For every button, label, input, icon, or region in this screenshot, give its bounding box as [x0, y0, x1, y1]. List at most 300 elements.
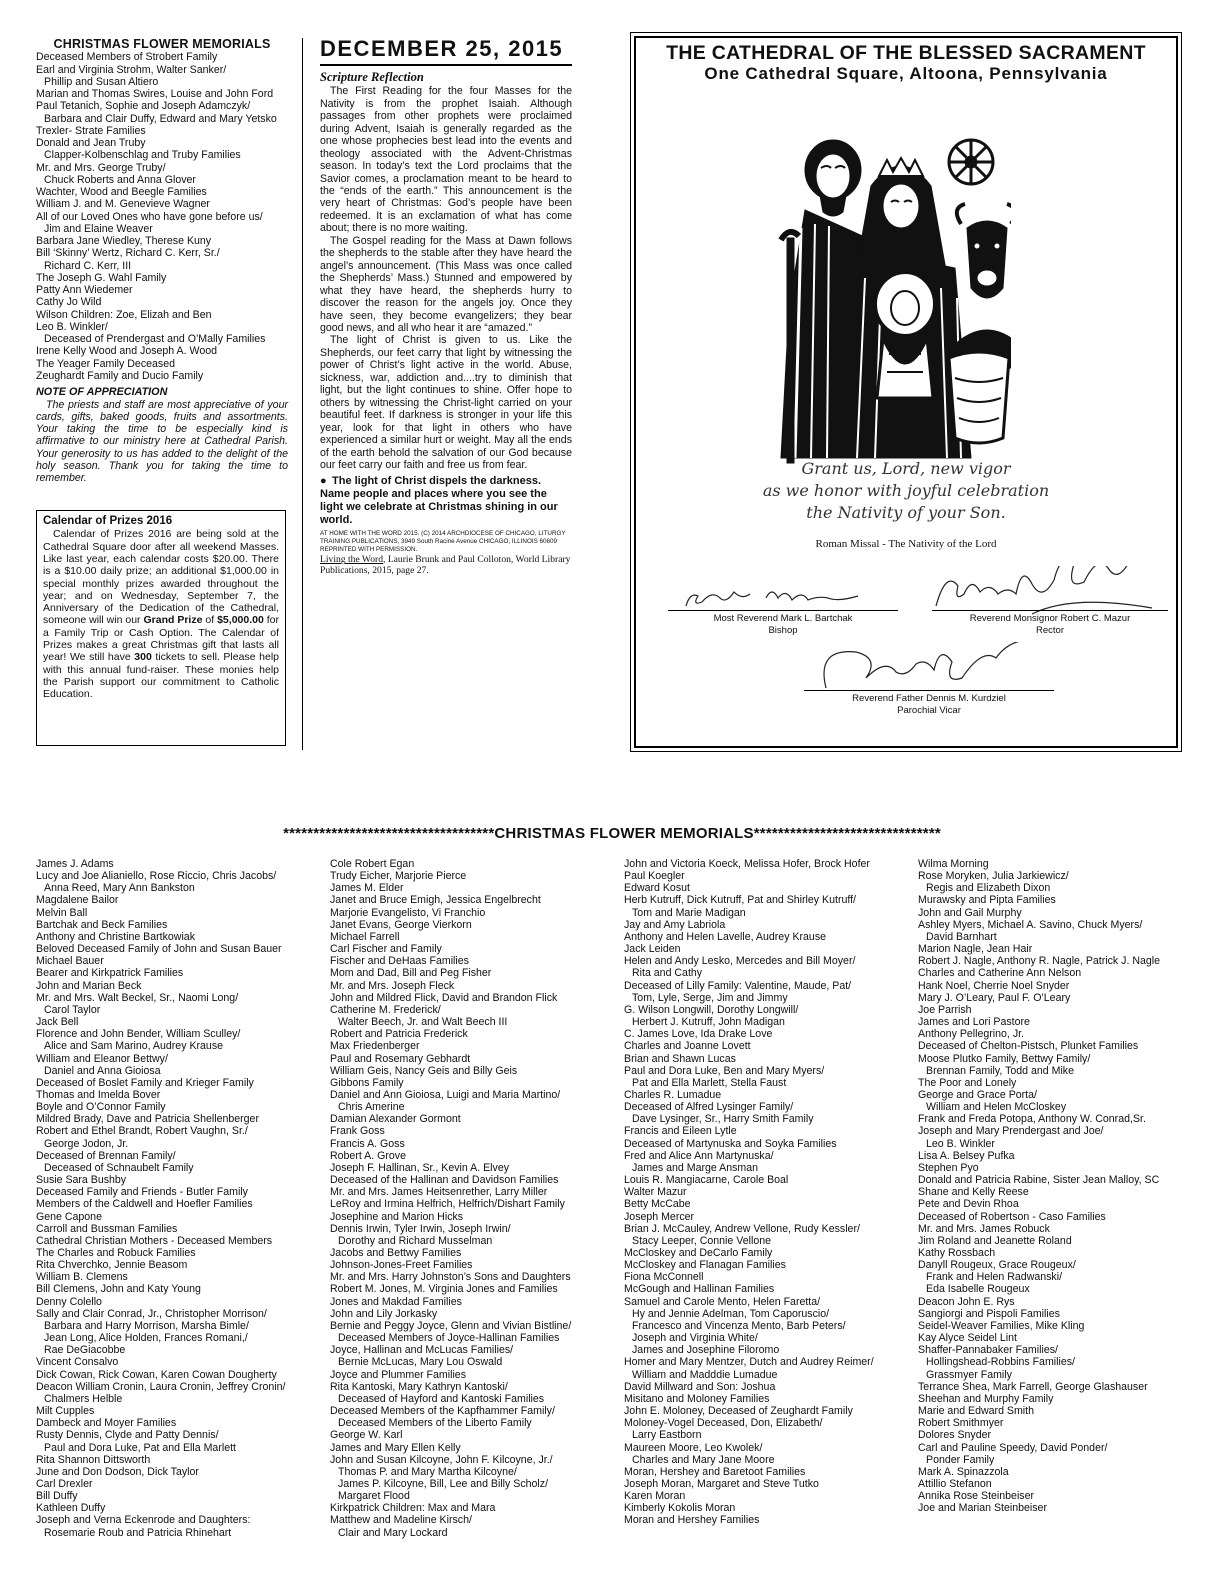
- memorial-entry: Jim Roland and Jeanette Roland: [918, 1234, 1072, 1247]
- memorial-entry: Lucy and Joe Alianiello, Rose Riccio, Chris Jacobs/: [36, 870, 277, 883]
- prayer-line: as we honor with joyful celebration: [762, 481, 1050, 500]
- memorial-entry: Rose Moryken, Julia Jarkiewicz/: [918, 870, 1069, 883]
- memorial-entry: Magdalene Bailor: [36, 894, 119, 907]
- memorial-entry: Deceased Members of Strobert Family: [36, 51, 218, 64]
- note-heading: NOTE OF APPRECIATION: [36, 386, 168, 399]
- memorial-entry: James P. Kilcoyne, Bill, Lee and Billy Scholz/: [338, 1477, 549, 1490]
- memorial-entry: Brennan Family, Todd and Mike: [926, 1064, 1074, 1077]
- memorial-entry: Edward Kosut: [624, 882, 690, 895]
- signer-name: Most Reverend Mark L. Bartchak: [713, 613, 853, 624]
- memorial-entry: Dave Lysinger, Sr., Harry Smith Family: [632, 1113, 814, 1126]
- memorial-entry: Margaret Flood: [338, 1490, 410, 1503]
- memorial-entry: Michael Farrell: [330, 930, 400, 943]
- memorial-entry: Deceased of Chelton-Pistsch, Plunket Families: [918, 1040, 1139, 1053]
- memorial-entry: Joseph and Verna Eckenrode and Daughters:: [36, 1514, 251, 1527]
- memorial-entry: Deceased of Prendergast and O’Mally Families: [44, 333, 266, 346]
- bullet-icon: ●: [320, 475, 327, 488]
- scripture-column: [320, 36, 572, 576]
- memorial-entry: Robert J. Nagle, Anthony R. Nagle, Patrick J. Nagle: [918, 955, 1161, 968]
- prayer-line: Grant us, Lord, new vigor: [801, 459, 1011, 478]
- memorial-entry: Moloney-Vogel Deceased, Don, Elizabeth/: [624, 1417, 823, 1430]
- memorial-entry: Dick Cowan, Rick Cowan, Karen Cowan Dougherty: [36, 1368, 277, 1381]
- memorial-entry: Charles R. Lumadue: [624, 1088, 722, 1101]
- memorial-entry: Boyle and O’Connor Family: [36, 1101, 166, 1114]
- memorial-entry: Joseph F. Hallinan, Sr., Kevin A. Elvey: [330, 1161, 510, 1174]
- bishop-signature-line: [668, 610, 898, 611]
- memorial-entry: Joe and Marian Steinbeiser: [918, 1502, 1047, 1515]
- memorial-entry: Stacy Leeper, Connie Vellone: [632, 1234, 771, 1247]
- memorial-entry: Marion Nagle, Jean Hair: [918, 943, 1033, 956]
- vicar-signature-line: [804, 690, 1054, 691]
- nativity-illustration: [771, 128, 1011, 468]
- memorial-entry: Thomas P. and Mary Martha Kilcoyne/: [338, 1465, 517, 1478]
- memorial-entry: Hy and Jennie Adelman, Tom Caporuscio/: [632, 1307, 830, 1320]
- memorial-entry: Michael Bauer: [36, 955, 104, 968]
- bishop-name: [668, 613, 898, 637]
- memorial-entry: Janet and Bruce Emigh, Jessica Engelbrecht: [330, 894, 541, 907]
- memorial-entry: Deceased of Robertson - Caso Families: [918, 1210, 1106, 1223]
- memorial-entry: Anthony and Christine Bartkowiak: [36, 930, 195, 943]
- memorial-entry: Deceased of Schnaubelt Family: [44, 1161, 194, 1174]
- memorial-entry: Bill Duffy: [36, 1490, 78, 1503]
- memorial-entry: Sally and Clair Conrad, Jr., Christopher Morrison/: [36, 1307, 267, 1320]
- memorial-entry: Rita and Cathy: [632, 967, 703, 980]
- memorial-entry: Mr. and Mrs. George Truby/: [36, 161, 166, 174]
- memorial-entry: Zeughardt Family and Ducio Family: [36, 369, 204, 382]
- memorial-entry: Mom and Dad, Bill and Peg Fisher: [330, 967, 492, 980]
- bishop-signature: [676, 578, 886, 614]
- memorial-entry: Robert and Ethel Brandt, Robert Vaughn, Sr./: [36, 1125, 248, 1138]
- tickets-count: 300: [134, 651, 152, 664]
- memorials-list: [36, 51, 288, 382]
- memorial-entry: The Charles and Robuck Families: [36, 1247, 196, 1259]
- heading-stars-left: ***********************************: [283, 825, 495, 842]
- memorial-entry: Kimberly Kokolis Moran: [624, 1502, 736, 1515]
- rector-name: [932, 613, 1168, 637]
- memorial-entry: Kay Alyce Seidel Lint: [918, 1332, 1017, 1345]
- memorial-entry: Jones and Makdad Families: [330, 1295, 462, 1308]
- memorial-entry: G. Wilson Longwill, Dorothy Longwill/: [624, 1003, 799, 1016]
- memorial-entry: Barbara and Harry Morrison, Marsha Bimle/: [44, 1319, 249, 1332]
- memorial-entry: Marjorie Evangelisto, Vi Franchio: [330, 906, 486, 919]
- memorial-entry: Clapper-Kolbenschlag and Truby Families: [44, 149, 241, 162]
- memorial-entry: Eda Isabelle Rougeux: [926, 1283, 1030, 1296]
- cathedral-title: THE CATHEDRAL OF THE BLESSED SACRAMENT: [666, 42, 1146, 64]
- memorial-entry: Kathleen Duffy: [36, 1502, 106, 1515]
- memorial-entry: Joseph and Virginia White/: [632, 1332, 758, 1345]
- memorial-entry: Joyce, Hallinan and McLucas Families/: [330, 1344, 514, 1357]
- memorial-entry: Barbara and Clair Duffy, Edward and Mary Yetsko: [44, 112, 277, 125]
- memorial-entry: Deceased of Hayford and Kantoski Families: [338, 1392, 545, 1405]
- memorial-entry: Paul Koegler: [624, 870, 685, 883]
- memorial-entry: Thomas and Imelda Bover: [36, 1088, 161, 1101]
- memorial-entry: Anthony and Helen Lavelle, Audrey Krause: [624, 930, 827, 943]
- memorial-entry: Jay and Amy Labriola: [624, 918, 726, 931]
- memorial-entry: David Barnhart: [926, 930, 997, 943]
- memorial-entry: John and Lily Jorkasky: [330, 1307, 438, 1320]
- memorial-entry: Marie and Edward Smith: [918, 1405, 1034, 1418]
- memorial-entry: Tom, Lyle, Serge, Jim and Jimmy: [632, 991, 788, 1004]
- memorial-entry: James and Lori Pastore: [918, 1016, 1030, 1029]
- memorial-entry: Moose Plutko Family, Bettwy Family/: [918, 1052, 1091, 1065]
- memorial-entry: Annika Rose Steinbeiser: [918, 1490, 1035, 1503]
- memorial-entry: Deceased Members of the Kapfhammer Family/: [330, 1405, 555, 1418]
- missal-source: Roman Missal - The Nativity of the Lord: [815, 538, 997, 550]
- memorial-entry: Anthony Pellegrino, Jr.: [918, 1028, 1024, 1041]
- memorial-entry: Mr. and Mrs. Walt Beckel, Sr., Naomi Long/: [36, 991, 239, 1004]
- memorial-entry: Wilma Morning: [918, 858, 989, 870]
- prayer-text: [636, 458, 1176, 524]
- memorial-entry: June and Don Dodson, Dick Taylor: [36, 1465, 199, 1478]
- memorial-entry: Fred and Alice Ann Martynuska/: [624, 1149, 774, 1162]
- memorial-entry: Deceased Members of Joyce-Hallinan Families: [338, 1332, 560, 1345]
- memorial-entry: Carl Drexler: [36, 1477, 93, 1490]
- vicar-name: [804, 693, 1054, 717]
- memorial-entry: Dolores Snyder: [918, 1429, 992, 1442]
- memorial-entry: Bernie McLucas, Mary Lou Oswald: [338, 1356, 503, 1369]
- prizes-text-2: of: [202, 614, 218, 627]
- memorial-entry: Jack Bell: [36, 1016, 79, 1029]
- memorial-entry: Bartchak and Beck Families: [36, 918, 168, 931]
- memorial-entry: Deceased of Alfred Lysinger Family/: [624, 1101, 794, 1114]
- memorial-entry: The Yeager Family Deceased: [36, 357, 175, 370]
- memorial-entry: Helen and Andy Lesko, Mercedes and Bill Moyer/: [624, 955, 856, 968]
- memorial-entry: Pete and Devin Rhoa: [918, 1198, 1019, 1211]
- memorial-entry: Mr. and Mrs. Joseph Fleck: [330, 979, 455, 992]
- memorial-entry: Melvin Ball: [36, 906, 88, 919]
- memorial-entry: Walter Beech, Jr. and Walt Beech III: [338, 1016, 508, 1029]
- calendar-prizes-box: [36, 510, 286, 746]
- prizes-text-1: Calendar of Prizes 2016 are being sold at the Cathedral Square door after all weekend Masses. Like last year, each calendar costs $20.00. There is a $10.00 daily prize; an additional $1,000.00 in special monthly prizes awarded throughout the year; and on Wednesday, September 7, the Anniversary of the Dedication of the Cathedral, someone will win our: [43, 528, 279, 627]
- memorial-entry: McCloskey and Flanagan Families: [624, 1259, 786, 1272]
- memorial-entry: Irene Kelly Wood and Joseph A. Wood: [36, 345, 217, 358]
- memorial-entry: Milt Cupples: [36, 1405, 95, 1418]
- memorial-entry: Carroll and Bussman Families: [36, 1222, 178, 1235]
- memorial-entry: Tom and Marie Madigan: [632, 906, 746, 919]
- memorial-entry: Bearer and Kirkpatrick Families: [36, 967, 184, 980]
- memorial-entry: Frank and Freda Potopa, Anthony W. Conrad,Sr.: [918, 1113, 1146, 1126]
- memorial-entry: Shane and Kelly Reese: [918, 1186, 1029, 1199]
- memorial-entry: Hank Noel, Cherrie Noel Snyder: [918, 979, 1070, 992]
- memorial-entry: Barbara Jane Wiedley, Therese Kuny: [36, 235, 212, 248]
- memorial-entry: Hollingshead-Robbins Families/: [926, 1356, 1075, 1369]
- memorial-entry: James J. Adams: [36, 858, 114, 870]
- rector-signature-line: [932, 610, 1168, 611]
- memorials-column-2: [330, 858, 620, 1539]
- cathedral-address: One Cathedral Square, Altoona, Pennsylvania: [704, 64, 1108, 83]
- memorial-entry: Paul and Rosemary Gebhardt: [330, 1052, 471, 1065]
- scripture-heading: Scripture Reflection: [320, 70, 424, 84]
- memorial-entry: Robert and Patricia Frederick: [330, 1028, 468, 1041]
- memorial-entry: William and Eleanor Bettwy/: [36, 1052, 168, 1065]
- memorial-entry: Kirkpatrick Children: Max and Mara: [330, 1502, 496, 1515]
- memorial-entry: Carol Taylor: [44, 1003, 101, 1016]
- memorial-entry: Deceased of the Hallinan and Davidson Families: [330, 1174, 559, 1187]
- memorial-entry: Bill ‘Skinny’ Wertz, Richard C. Kerr, Sr./: [36, 247, 220, 260]
- memorial-entry: James and Josephine Filoromo: [632, 1344, 780, 1357]
- memorial-entry: Jean Long, Alice Holden, Frances Romani,/: [44, 1332, 248, 1345]
- memorial-entry: Brian and Shawn Lucas: [624, 1052, 736, 1065]
- memorial-entry: Regis and Elizabeth Dixon: [926, 882, 1051, 895]
- memorial-entry: John and Gail Murphy: [918, 906, 1022, 919]
- memorial-entry: Phillip and Susan Altiero: [44, 75, 159, 88]
- memorials-column-3: [624, 858, 914, 1527]
- memorial-entry: Max Friedenberger: [330, 1040, 420, 1053]
- memorial-entry: Mark A. Spinazzola: [918, 1465, 1009, 1478]
- memorial-entry: Rita Kantoski, Mary Kathryn Kantoski/: [330, 1380, 508, 1393]
- memorial-entry: Murawsky and Pipta Families: [918, 894, 1056, 907]
- memorial-entry: Rae DeGiacobbe: [44, 1344, 126, 1357]
- memorial-entry: Deceased Family and Friends - Butler Family: [36, 1186, 248, 1199]
- memorial-entry: Josephine and Marion Hicks: [330, 1210, 464, 1223]
- memorial-entry: Rita Chverchko, Jennie Beasom: [36, 1259, 188, 1272]
- memorial-entry: James M. Elder: [330, 882, 404, 895]
- memorial-entry: Deceased of Boslet Family and Krieger Family: [36, 1076, 254, 1089]
- memorial-entry: John and Marian Beck: [36, 979, 142, 992]
- memorial-entry: Anna Reed, Mary Ann Bankston: [44, 882, 195, 895]
- memorial-entry: Dorothy and Richard Musselman: [338, 1234, 493, 1247]
- signer-name: Reverend Monsignor Robert C. Mazur: [969, 613, 1131, 624]
- memorial-entry: Mr. and Mrs. James Heitsenrether, Larry Miller: [330, 1186, 548, 1199]
- memorial-entry: John and Mildred Flick, David and Brandon Flick: [330, 991, 558, 1004]
- memorial-entry: Dambeck and Moyer Families: [36, 1417, 177, 1430]
- memorial-entry: William Geis, Nancy Geis and Billy Geis: [330, 1064, 518, 1077]
- memorial-entry: Jacobs and Bettwy Families: [330, 1247, 462, 1259]
- memorial-entry: Lisa A. Belsey Pufka: [918, 1149, 1015, 1162]
- memorial-entry: Larry Eastborn: [632, 1429, 702, 1442]
- calendar-prizes-body: [43, 528, 279, 700]
- memorial-entry: Paul Tetanich, Sophie and Joseph Adamczyk/: [36, 100, 251, 113]
- memorial-entry: Vincent Consalvo: [36, 1356, 119, 1369]
- memorial-entry: James and Mary Ellen Kelly: [330, 1441, 461, 1454]
- top-memorials-column: [36, 38, 288, 485]
- memorial-entry: Damian Alexander Gormont: [330, 1113, 461, 1126]
- memorial-entry: Francis A. Goss: [330, 1137, 405, 1150]
- memorial-entry: Leo B. Winkler/: [36, 320, 108, 333]
- memorial-entry: Joseph and Mary Prendergast and Joe/: [918, 1125, 1104, 1138]
- reflection-bullet: [320, 475, 572, 527]
- memorial-entry: Daniel and Ann Gioiosa, Luigi and Maria Martino/: [330, 1088, 561, 1101]
- memorial-entry: John and Susan Kilcoyne, John F. Kilcoyne, Jr./: [330, 1453, 553, 1466]
- memorial-entry: Frank and Helen Radwanski/: [926, 1271, 1063, 1284]
- memorial-entry: Moran and Hershey Families: [624, 1514, 760, 1527]
- memorial-entry: Attillio Stefanon: [918, 1477, 992, 1490]
- memorial-entry: Cole Robert Egan: [330, 858, 415, 870]
- memorial-entry: George Jodon, Jr.: [44, 1137, 129, 1150]
- memorial-entry: Deceased of Lilly Family: Valentine, Maude, Pat/: [624, 979, 852, 992]
- memorial-entry: LeRoy and Irmina Helfrich, Helfrich/Dishart Family: [330, 1198, 565, 1211]
- citation: [320, 554, 572, 576]
- memorial-entry: McGough and Hallinan Families: [624, 1283, 775, 1296]
- memorial-entry: William and Madddie Lumadue: [632, 1368, 778, 1381]
- memorial-entry: Joyce and Plummer Families: [330, 1368, 466, 1381]
- reflection-bullet-text: The light of Christ dispels the darkness. Name people and places where you see the light we celebrate at Christmas shining in our world.: [320, 475, 558, 527]
- memorial-entry: William J. and M. Genevieve Wagner: [36, 198, 210, 211]
- memorial-entry: Charles and Mary Jane Moore: [632, 1453, 775, 1466]
- memorial-entry: Jack Leiden: [624, 943, 681, 956]
- bottom-heading-text: CHRISTMAS FLOWER MEMORIALS: [494, 825, 754, 842]
- memorial-entry: Pat and Ella Marlett, Stella Faust: [632, 1076, 787, 1089]
- scripture-paragraph: The First Reading for the four Masses for the Nativity is from the prophet Isaiah. Although passages from other prophets were proclaimed during Advent, Isaiah is generally regarded as the one whose prophecies best lead into the events and theology associated with the Advent-Christmas season. In today’s text the Lord proclaims that the Savior comes, a proclamation meant to be heard to the “ends of the earth.” This announcement is the very heart of Christmas: God’s people have been redeemed. It is an exclamation of what has come about; there is no more waiting.: [320, 85, 572, 235]
- memorial-entry: William and Helen McCloskey: [926, 1101, 1067, 1114]
- memorial-entry: Sangiorgi and Pispoli Families: [918, 1307, 1060, 1320]
- memorial-entry: Joseph Moran, Margaret and Steve Tutko: [624, 1477, 819, 1490]
- citation-rest: , Laurie Brunk and Paul Colloton, World Library Publications, 2015, page 27.: [320, 554, 571, 577]
- memorial-entry: Karen Moran: [624, 1490, 686, 1503]
- memorial-entry: Clair and Mary Lockard: [338, 1526, 448, 1539]
- memorial-entry: Robert M. Jones, M. Virginia Jones and Families: [330, 1283, 558, 1296]
- memorial-entry: Deceased of Martynuska and Soyka Families: [624, 1137, 837, 1150]
- memorial-entry: Carl Fischer and Family: [330, 943, 442, 956]
- memorial-entry: Daniel and Anna Gioiosa: [44, 1064, 161, 1077]
- grand-prize-label: Grand Prize: [143, 614, 203, 627]
- memorial-entry: The Poor and Lonely: [918, 1076, 1017, 1089]
- memorial-entry: Catherine M. Frederick/: [330, 1003, 441, 1016]
- memorial-entry: Members of the Caldwell and Hoefler Families: [36, 1198, 253, 1211]
- memorials-heading: CHRISTMAS FLOWER MEMORIALS: [53, 37, 271, 51]
- memorial-entry: Trudy Eicher, Marjorie Pierce: [330, 870, 467, 883]
- memorial-entry: Charles and Catherine Ann Nelson: [918, 967, 1082, 980]
- prizes-text-3: for a Family Trip or Cash Option. The Calendar of Prizes makes a great Christmas gift that lasts all year! We still have: [43, 614, 280, 664]
- memorial-entry: Herbert J. Kutruff, John Madigan: [632, 1016, 785, 1029]
- memorial-entry: Jim and Elaine Weaver: [44, 222, 153, 235]
- memorial-entry: All of our Loved Ones who have gone before us/: [36, 210, 263, 223]
- memorial-entry: Cathy Jo Wild: [36, 296, 102, 309]
- memorial-entry: Richard C. Kerr, III: [44, 259, 132, 272]
- cathedral-panel: [634, 36, 1178, 748]
- memorial-entry: George W. Karl: [330, 1429, 403, 1442]
- memorial-entry: Frank Goss: [330, 1125, 385, 1138]
- memorial-entry: Mildred Brady, Dave and Patricia Shellenberger: [36, 1113, 259, 1126]
- memorial-entry: David Millward and Son: Joshua: [624, 1380, 776, 1393]
- memorial-entry: Janet Evans, George Vierkorn: [330, 918, 472, 931]
- bottom-memorials-heading: [36, 824, 1188, 844]
- memorials-column-4: [918, 858, 1208, 1514]
- memorial-entry: Earl and Virginia Strohm, Walter Sanker/: [36, 63, 227, 76]
- memorial-entry: Matthew and Madeline Kirsch/: [330, 1514, 472, 1527]
- memorial-entry: Francesco and Vincenza Mento, Barb Peters/: [632, 1319, 846, 1332]
- memorial-entry: Shaffer-Pannabaker Families/: [918, 1344, 1058, 1357]
- memorial-entry: Maureen Moore, Leo Kwolek/: [624, 1441, 763, 1454]
- memorial-entry: Chuck Roberts and Anna Glover: [44, 173, 196, 186]
- memorial-entry: Rosemarie Roub and Patricia Rhinehart: [44, 1526, 232, 1539]
- copyright-notice: AT HOME WITH THE WORD 2015. (C) 2014 ARCHDIOCESE OF CHICAGO, LITURGY TRAINING PUBLICATIONS, 3949 South Racine Avenue CHICAGO, ILLINOIS 60609 REPRINTED WITH PERMISSION.: [320, 530, 566, 554]
- memorial-entry: John and Victoria Koeck, Melissa Hofer, Brock Hofer: [624, 858, 870, 870]
- signer-role: Rector: [1036, 625, 1064, 636]
- scripture-paragraph: The light of Christ is given to us. Like the Shepherds, our feet carry that light by witnessing the power of Christ’s light active in the world. Abuse, sickness, war, addiction and....try to diminish that light, but the light continues to shine. Offer hope to others by witnessing the Christ-light carried on your beautiful feet. If darkness is stronger in your life this year, look for that light in others who have experienced a similar hurt or weight. May all the ends of the earth behold the salvation of our God because our feet carry our faith and free us from fear.: [320, 334, 572, 471]
- memorial-entry: Kathy Rossbach: [918, 1247, 996, 1259]
- prayer-line: the Nativity of your Son.: [806, 503, 1006, 522]
- memorial-entry: Alice and Sam Marino, Audrey Krause: [44, 1040, 224, 1053]
- memorial-entry: Sheehan and Murphy Family: [918, 1392, 1054, 1405]
- memorial-entry: Dennis Irwin, Tyler Irwin, Joseph Irwin/: [330, 1222, 511, 1235]
- memorial-entry: Paul and Dora Luke, Ben and Mary Myers/: [624, 1064, 825, 1077]
- memorial-entry: Fiona McConnell: [624, 1271, 704, 1284]
- memorial-entry: Chris Amerine: [338, 1101, 405, 1114]
- memorial-entry: Fischer and DeHaas Families: [330, 955, 469, 968]
- memorial-entry: George and Grace Porta/: [918, 1088, 1037, 1101]
- memorial-entry: Carl and Pauline Speedy, David Ponder/: [918, 1441, 1108, 1454]
- grand-prize-amount: $5,000.00: [217, 614, 264, 627]
- memorial-entry: Gibbons Family: [330, 1076, 404, 1089]
- signer-role: Parochial Vicar: [897, 705, 961, 716]
- memorial-entry: John E. Moloney, Deceased of Zeughardt Family: [624, 1405, 853, 1418]
- memorial-entry: Terrance Shea, Mark Farrell, George Glashauser: [918, 1380, 1148, 1393]
- memorial-entry: Moran, Hershey and Baretoot Families: [624, 1465, 806, 1478]
- memorial-entry: Louis R. Mangiacarne, Carole Boal: [624, 1174, 789, 1187]
- memorial-entry: McCloskey and DeCarlo Family: [624, 1247, 773, 1259]
- memorial-entry: Deceased Members of the Liberto Family: [338, 1417, 532, 1430]
- memorial-entry: Mr. and Mrs. Harry Johnston’s Sons and Daughters: [330, 1271, 571, 1284]
- memorial-entry: Bernie and Peggy Joyce, Glenn and Vivian Bistline/: [330, 1319, 572, 1332]
- memorial-entry: Francis and Eileen Lytle: [624, 1125, 737, 1138]
- memorial-entry: Marian and Thomas Swires, Louise and John Ford: [36, 88, 274, 101]
- memorial-entry: Denny Colello: [36, 1295, 102, 1308]
- memorial-entry: Florence and John Bender, William Sculley/: [36, 1028, 241, 1041]
- memorial-entry: Rita Shannon Dittsworth: [36, 1453, 151, 1466]
- memorial-entry: Cathedral Christian Mothers - Deceased Members: [36, 1234, 273, 1247]
- memorial-entry: James and Marge Ansman: [632, 1161, 759, 1174]
- memorial-entry: Mary J. O’Leary, Paul F. O’Leary: [918, 991, 1071, 1004]
- memorial-entry: Patty Ann Wiedemer: [36, 284, 133, 297]
- memorial-entry: Ponder Family: [926, 1453, 995, 1466]
- signer-name: Reverend Father Dennis M. Kurdziel: [852, 693, 1006, 704]
- memorial-entry: Donald and Jean Truby: [36, 137, 146, 150]
- memorial-entry: Robert Smithmyer: [918, 1417, 1004, 1430]
- memorial-entry: Homer and Mary Mentzer, Dutch and Audrey Reimer/: [624, 1356, 874, 1369]
- memorial-entry: Joe Parrish: [918, 1003, 972, 1016]
- memorial-entry: Leo B. Winkler: [926, 1137, 995, 1150]
- memorial-entry: Rusty Dennis, Clyde and Patty Dennis/: [36, 1429, 219, 1442]
- memorial-entry: Seidel-Weaver Families, Mike Kling: [918, 1319, 1085, 1332]
- memorial-entry: Walter Mazur: [624, 1186, 687, 1199]
- memorial-entry: Trexler- Strate Families: [36, 124, 146, 137]
- memorial-entry: Brian J. McCauley, Andrew Vellone, Rudy Kessler/: [624, 1222, 860, 1235]
- memorial-entry: Mr. and Mrs. James Robuck: [918, 1222, 1050, 1235]
- memorial-entry: Gene Capone: [36, 1210, 102, 1223]
- memorial-entry: Stephen Pyo: [918, 1161, 979, 1174]
- memorial-entry: Deacon John E. Rys: [918, 1295, 1015, 1308]
- memorials-column-1: [36, 858, 326, 1539]
- memorial-entry: Susie Sara Bushby: [36, 1174, 127, 1187]
- calendar-prizes-heading: Calendar of Prizes 2016: [43, 515, 173, 527]
- memorial-entry: Joseph Mercer: [624, 1210, 695, 1223]
- memorial-entry: William B. Clemens: [36, 1271, 128, 1284]
- memorial-entry: Ashley Myers, Michael A. Savino, Chuck Myers/: [918, 918, 1143, 931]
- memorial-entry: Paul and Dora Luke, Pat and Ella Marlett: [44, 1441, 236, 1454]
- memorial-entry: Chalmers Helble: [44, 1392, 123, 1405]
- memorial-entry: Wachter, Wood and Beegle Families: [36, 186, 207, 199]
- note-body: The priests and staff are most appreciative of your cards, gifts, baked goods, fruits and assortments. Your taking the time to be especially kind is affirmative to our ministry here at Cathedral Parish. Your generosity to us has added to the delight of the holy season. Thank you for taking the time to remember.: [36, 398, 288, 485]
- memorial-entry: Deceased of Brennan Family/: [36, 1149, 176, 1162]
- memorial-entry: Betty McCabe: [624, 1198, 691, 1211]
- memorial-entry: C. James Love, Ida Drake Love: [624, 1028, 773, 1041]
- memorial-entry: Wilson Children: Zoe, Elizah and Ben: [36, 308, 212, 321]
- memorial-entry: Bill Clemens, John and Katy Young: [36, 1283, 201, 1296]
- memorial-entry: Deacon William Cronin, Laura Cronin, Jeffrey Cronin/: [36, 1380, 286, 1393]
- memorial-entry: The Joseph G. Wahl Family: [36, 271, 167, 284]
- signer-role: Bishop: [768, 625, 798, 636]
- memorial-entry: Beloved Deceased Family of John and Susan Bauer: [36, 943, 282, 956]
- memorial-entry: Misitano and Moloney Families: [624, 1392, 770, 1405]
- column-divider: [302, 38, 303, 750]
- citation-title: Living the Word: [320, 554, 384, 566]
- memorial-entry: Robert A. Grove: [330, 1149, 406, 1162]
- memorial-entry: Charles and Joanne Lovett: [624, 1040, 751, 1053]
- memorial-entry: Grassmyer Family: [926, 1368, 1012, 1381]
- prizes-text-4: tickets to sell. Please help with this annual fund-raiser. These monies help the Parish support our commitment to Catholic Education.: [43, 651, 279, 701]
- memorial-entry: Donald and Patricia Rabine, Sister Jean Malloy, SC: [918, 1174, 1160, 1187]
